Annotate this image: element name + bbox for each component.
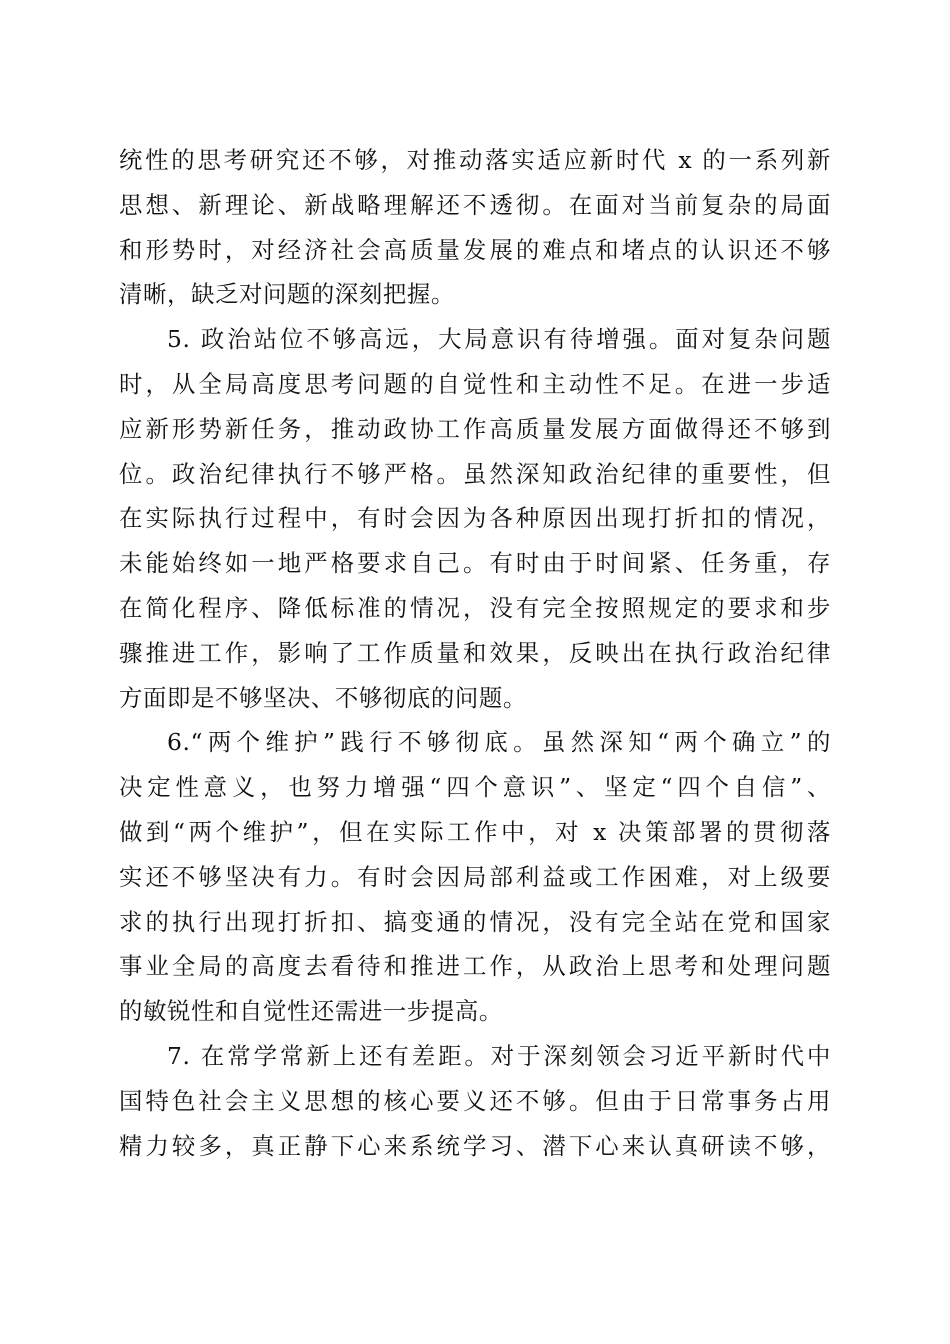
- text-line: 决定性意义，也努力增强“四个意识”、坚定“四个自信”、: [119, 773, 831, 802]
- paragraph-6-start: 6.“两个维护”践行不够彻底。虽然深知“两个确立”的: [167, 728, 831, 757]
- paragraph-7-start: 7. 在常学常新上还有差距。对于深刻领会习近平新时代中: [167, 1041, 831, 1070]
- text-line: 精力较多，真正静下心来系统学习、潜下心来认真研读不够，: [119, 1131, 831, 1160]
- text-line: 未能始终如一地严格要求自己。有时由于时间紧、任务重，存: [119, 549, 831, 578]
- text-line: 事业全局的高度去看待和推进工作，从政治上思考和处理问题: [119, 952, 831, 981]
- text-line: 做到“两个维护”，但在实际工作中，对 x 决策部署的贯彻落: [119, 817, 831, 846]
- paragraph-5-start: 5. 政治站位不够高远，大局意识有待增强。面对复杂问题: [167, 325, 831, 354]
- document-body: [119, 138, 831, 1168]
- text-line: 实还不够坚决有力。有时会因局部利益或工作困难，对上级要: [119, 862, 831, 891]
- text-line: 时，从全局高度思考问题的自觉性和主动性不足。在进一步适: [119, 369, 831, 398]
- text-line: 位。政治纪律执行不够严格。虽然深知政治纪律的重要性，但: [119, 459, 831, 488]
- text-line: 求的执行出现打折扣、搞变通的情况，没有完全站在党和国家: [119, 907, 831, 936]
- text-line: 骤推进工作，影响了工作质量和效果，反映出在执行政治纪律: [119, 638, 831, 667]
- text-line: 的敏锐性和自觉性还需进一步提高。: [119, 997, 503, 1026]
- text-line: 在简化程序、降低标准的情况，没有完全按照规定的要求和步: [119, 593, 831, 622]
- text-line: 国特色社会主义思想的核心要义还不够。但由于日常事务占用: [119, 1086, 831, 1115]
- text-line: 统性的思考研究还不够，对推动落实适应新时代 x 的一系列新: [119, 146, 831, 174]
- text-line: 方面即是不够坚决、不够彻底的问题。: [119, 683, 527, 712]
- text-line: 在实际执行过程中，有时会因为各种原因出现打折扣的情况，: [119, 504, 831, 533]
- text-line: 和形势时，对经济社会高质量发展的难点和堵点的认识还不够: [119, 235, 831, 264]
- text-line: 应新形势新任务，推动政协工作高质量发展方面做得还不够到: [119, 414, 831, 443]
- text-line: 思想、新理论、新战略理解还不透彻。在面对当前复杂的局面: [119, 190, 831, 219]
- text-line: 清晰，缺乏对问题的深刻把握。: [119, 280, 455, 309]
